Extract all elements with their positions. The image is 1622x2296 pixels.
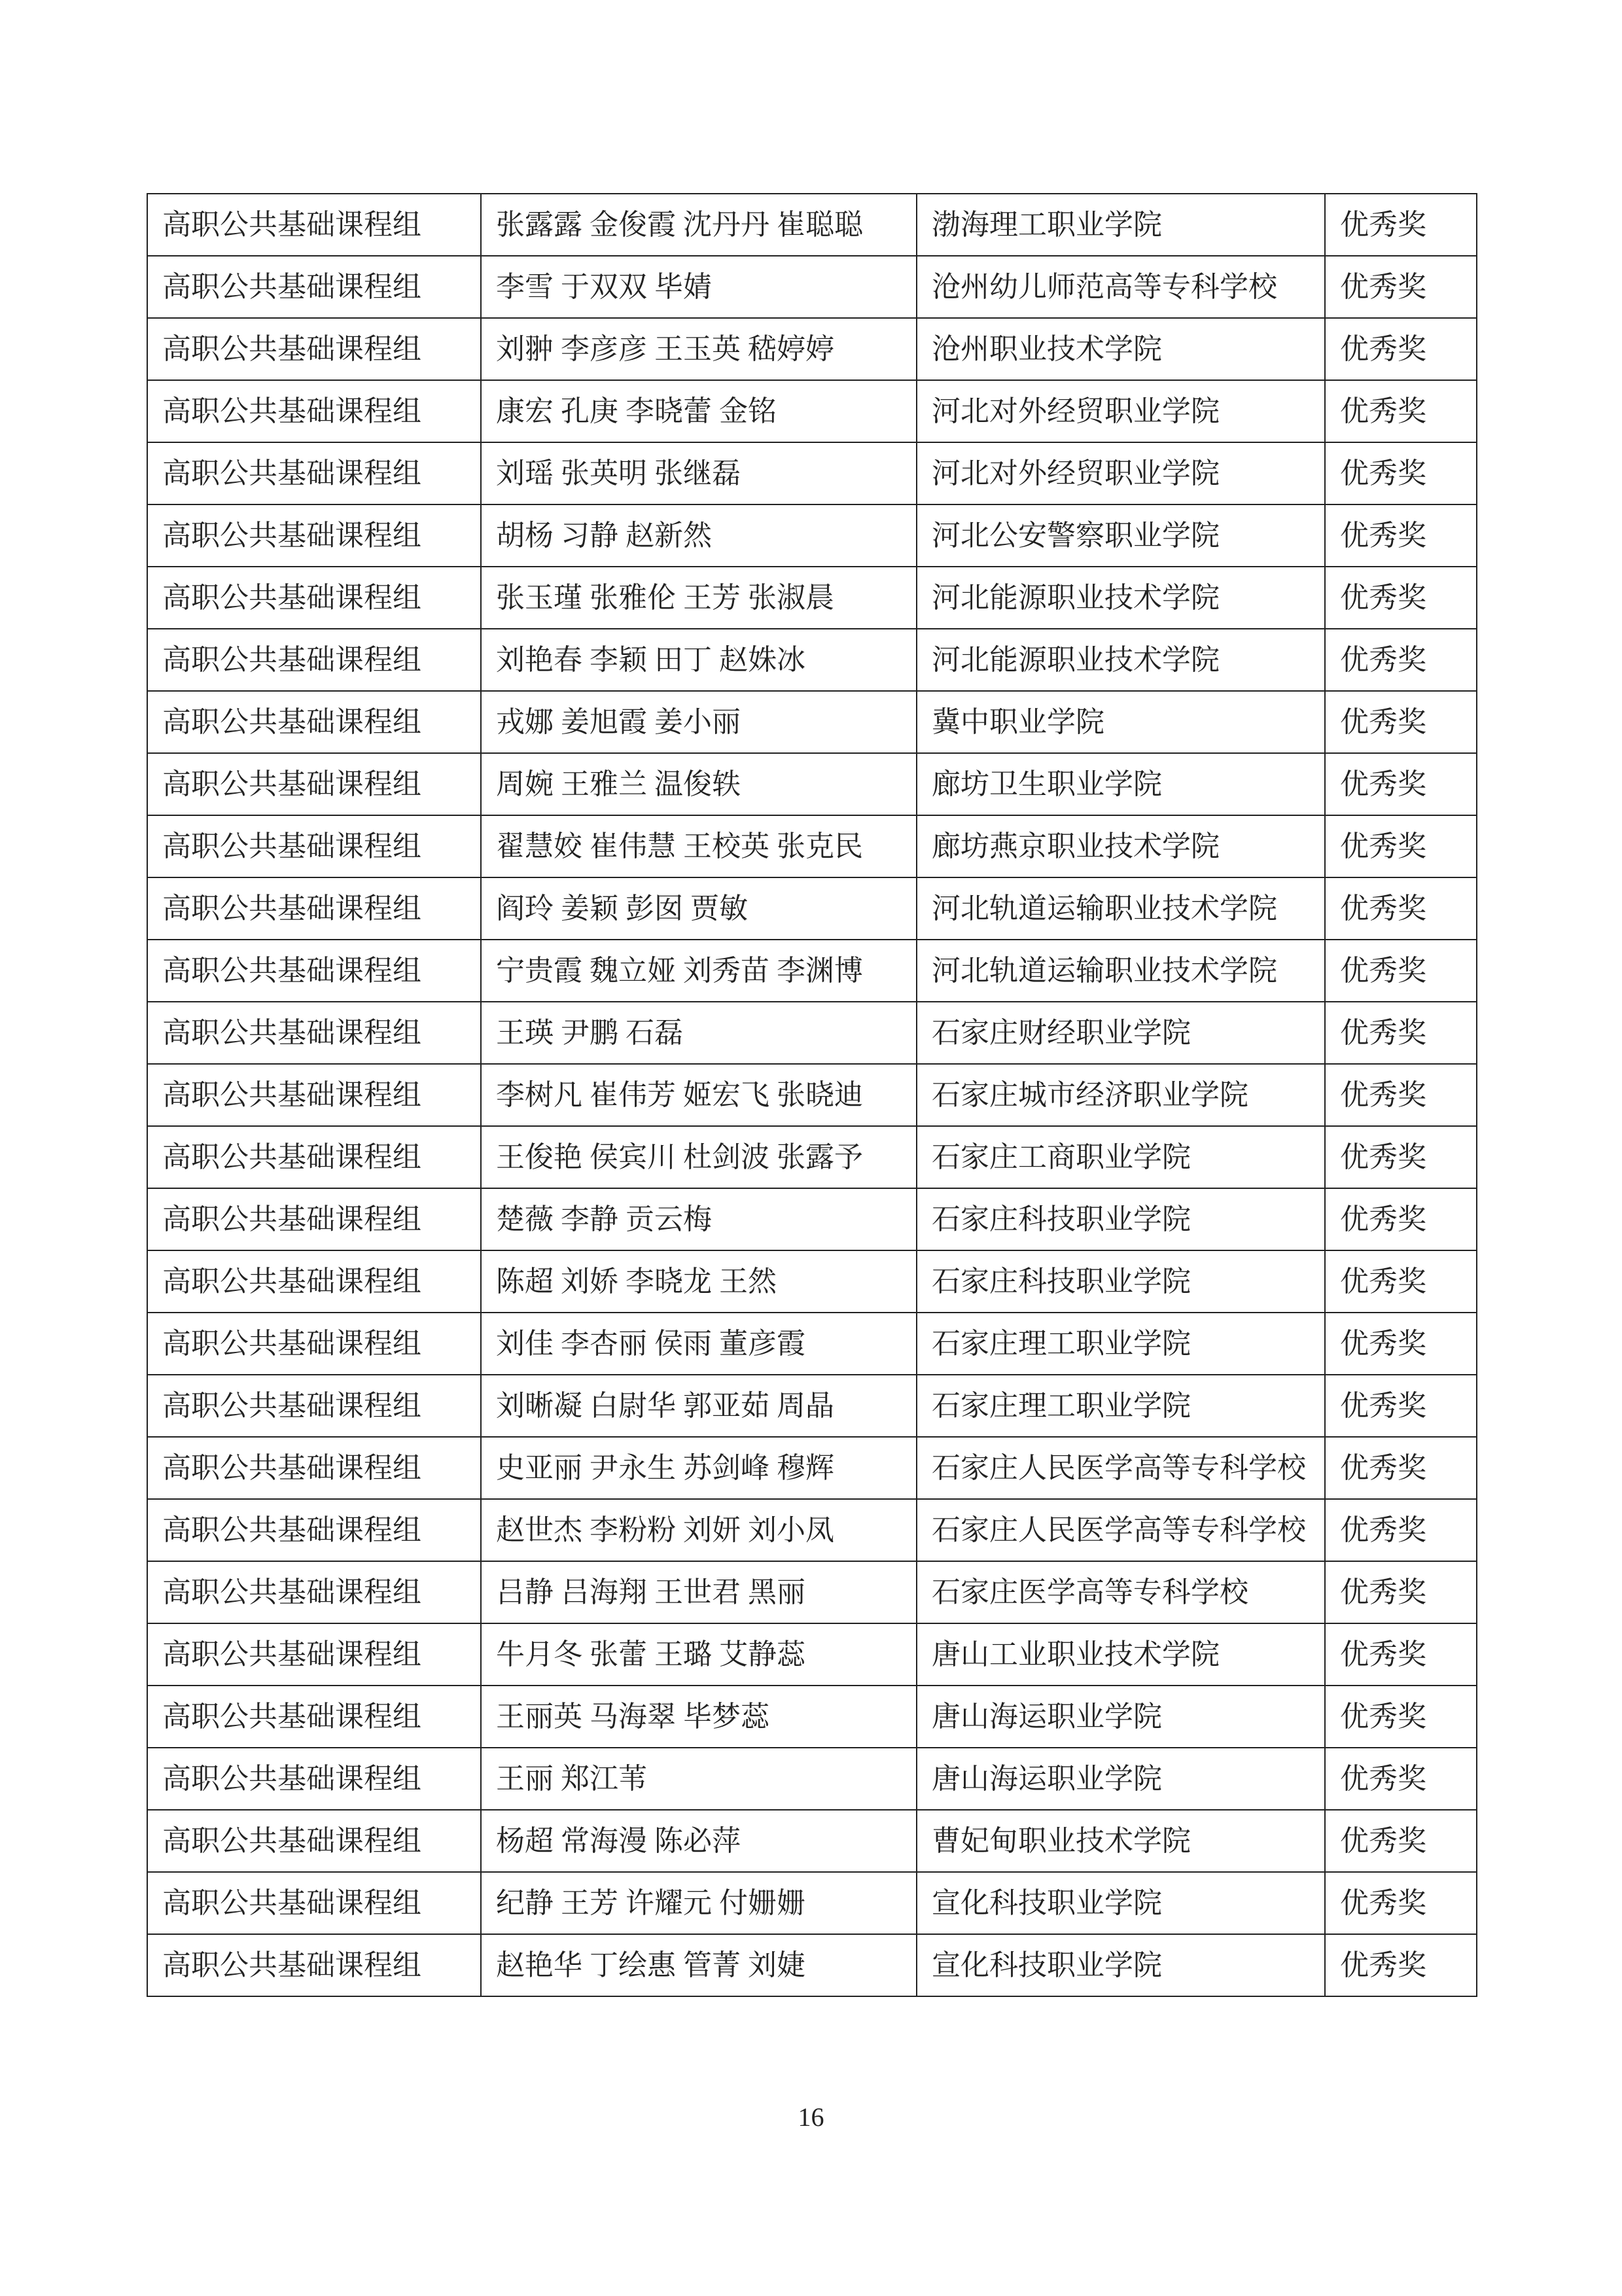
group-cell: 高职公共基础课程组 — [147, 1188, 481, 1250]
award-cell: 优秀奖 — [1325, 877, 1477, 940]
award-cell: 优秀奖 — [1325, 815, 1477, 877]
members-cell: 康宏 孔庚 李晓蕾 金铭 — [481, 380, 917, 442]
school-cell: 石家庄财经职业学院 — [917, 1002, 1325, 1064]
award-cell: 优秀奖 — [1325, 1623, 1477, 1686]
group-cell: 高职公共基础课程组 — [147, 877, 481, 940]
table-row — [147, 567, 1477, 629]
school-cell: 河北对外经贸职业学院 — [917, 380, 1325, 442]
table-row — [147, 318, 1477, 380]
school-cell: 石家庄人民医学高等专科学校 — [917, 1437, 1325, 1499]
members-cell: 周婉 王雅兰 温俊轶 — [481, 753, 917, 815]
members-cell: 张玉瑾 张雅伦 王芳 张淑晨 — [481, 567, 917, 629]
group-cell: 高职公共基础课程组 — [147, 1623, 481, 1686]
school-cell: 唐山海运职业学院 — [917, 1748, 1325, 1810]
school-cell: 石家庄城市经济职业学院 — [917, 1064, 1325, 1126]
school-cell: 河北轨道运输职业技术学院 — [917, 940, 1325, 1002]
school-cell: 石家庄理工职业学院 — [917, 1313, 1325, 1375]
table-row — [147, 1686, 1477, 1748]
table-row — [147, 1934, 1477, 1996]
group-cell: 高职公共基础课程组 — [147, 1437, 481, 1499]
school-cell: 石家庄理工职业学院 — [917, 1375, 1325, 1437]
award-cell: 优秀奖 — [1325, 1064, 1477, 1126]
group-cell: 高职公共基础课程组 — [147, 1810, 481, 1872]
school-cell: 廊坊卫生职业学院 — [917, 753, 1325, 815]
table-row — [147, 1064, 1477, 1126]
group-cell: 高职公共基础课程组 — [147, 1002, 481, 1064]
award-cell: 优秀奖 — [1325, 442, 1477, 504]
award-cell: 优秀奖 — [1325, 753, 1477, 815]
group-cell: 高职公共基础课程组 — [147, 567, 481, 629]
award-cell: 优秀奖 — [1325, 380, 1477, 442]
group-cell: 高职公共基础课程组 — [147, 256, 481, 318]
members-cell: 李雪 于双双 毕婧 — [481, 256, 917, 318]
table-row — [147, 691, 1477, 753]
award-cell: 优秀奖 — [1325, 1748, 1477, 1810]
award-cell: 优秀奖 — [1325, 1126, 1477, 1188]
school-cell: 渤海理工职业学院 — [917, 194, 1325, 256]
school-cell: 唐山海运职业学院 — [917, 1686, 1325, 1748]
table-row — [147, 1748, 1477, 1810]
table-row — [147, 1437, 1477, 1499]
award-cell: 优秀奖 — [1325, 691, 1477, 753]
members-cell: 胡杨 习静 赵新然 — [481, 504, 917, 567]
award-cell: 优秀奖 — [1325, 940, 1477, 1002]
award-cell: 优秀奖 — [1325, 1313, 1477, 1375]
group-cell: 高职公共基础课程组 — [147, 753, 481, 815]
group-cell: 高职公共基础课程组 — [147, 815, 481, 877]
members-cell: 阎玲 姜颖 彭囡 贾敏 — [481, 877, 917, 940]
table-row — [147, 753, 1477, 815]
award-cell: 优秀奖 — [1325, 1437, 1477, 1499]
members-cell: 纪静 王芳 许耀元 付姗姗 — [481, 1872, 917, 1934]
group-cell: 高职公共基础课程组 — [147, 504, 481, 567]
award-cell: 优秀奖 — [1325, 1872, 1477, 1934]
table-row — [147, 1188, 1477, 1250]
page-number: 16 — [798, 2102, 824, 2132]
school-cell: 河北轨道运输职业技术学院 — [917, 877, 1325, 940]
members-cell: 王丽英 马海翠 毕梦蕊 — [481, 1686, 917, 1748]
table-row — [147, 1623, 1477, 1686]
award-cell: 优秀奖 — [1325, 1250, 1477, 1313]
table-row — [147, 194, 1477, 256]
members-cell: 王丽 郑江苇 — [481, 1748, 917, 1810]
table-row — [147, 815, 1477, 877]
award-cell: 优秀奖 — [1325, 1002, 1477, 1064]
table-row — [147, 1002, 1477, 1064]
table-row — [147, 380, 1477, 442]
group-cell: 高职公共基础课程组 — [147, 380, 481, 442]
table-row — [147, 1250, 1477, 1313]
school-cell: 宣化科技职业学院 — [917, 1934, 1325, 1996]
award-cell: 优秀奖 — [1325, 567, 1477, 629]
members-cell: 李树凡 崔伟芳 姬宏飞 张晓迪 — [481, 1064, 917, 1126]
school-cell: 石家庄科技职业学院 — [917, 1188, 1325, 1250]
award-cell: 优秀奖 — [1325, 1686, 1477, 1748]
group-cell: 高职公共基础课程组 — [147, 940, 481, 1002]
school-cell: 沧州职业技术学院 — [917, 318, 1325, 380]
school-cell: 石家庄人民医学高等专科学校 — [917, 1499, 1325, 1561]
award-cell: 优秀奖 — [1325, 504, 1477, 567]
group-cell: 高职公共基础课程组 — [147, 442, 481, 504]
school-cell: 宣化科技职业学院 — [917, 1872, 1325, 1934]
school-cell: 河北公安警察职业学院 — [917, 504, 1325, 567]
award-cell: 优秀奖 — [1325, 629, 1477, 691]
school-cell: 冀中职业学院 — [917, 691, 1325, 753]
members-cell: 张露露 金俊霞 沈丹丹 崔聪聪 — [481, 194, 917, 256]
group-cell: 高职公共基础课程组 — [147, 691, 481, 753]
members-cell: 吕静 吕海翔 王世君 黑丽 — [481, 1561, 917, 1623]
table-row — [147, 504, 1477, 567]
school-cell: 河北能源职业技术学院 — [917, 567, 1325, 629]
group-cell: 高职公共基础课程组 — [147, 1748, 481, 1810]
school-cell: 石家庄科技职业学院 — [917, 1250, 1325, 1313]
award-cell: 优秀奖 — [1325, 194, 1477, 256]
members-cell: 宁贵霞 魏立娅 刘秀苗 李渊博 — [481, 940, 917, 1002]
members-cell: 刘艳春 李颖 田丁 赵姝冰 — [481, 629, 917, 691]
members-cell: 王瑛 尹鹏 石磊 — [481, 1002, 917, 1064]
members-cell: 牛月冬 张蕾 王璐 艾静蕊 — [481, 1623, 917, 1686]
award-table — [147, 193, 1477, 1997]
table-row — [147, 1872, 1477, 1934]
members-cell: 戎娜 姜旭霞 姜小丽 — [481, 691, 917, 753]
table-row — [147, 629, 1477, 691]
members-cell: 翟慧姣 崔伟慧 王校英 张克民 — [481, 815, 917, 877]
award-cell: 优秀奖 — [1325, 1934, 1477, 1996]
members-cell: 赵世杰 李粉粉 刘妍 刘小凤 — [481, 1499, 917, 1561]
members-cell: 楚薇 李静 贡云梅 — [481, 1188, 917, 1250]
table-row — [147, 877, 1477, 940]
group-cell: 高职公共基础课程组 — [147, 1872, 481, 1934]
table-row — [147, 256, 1477, 318]
members-cell: 王俊艳 侯宾川 杜剑波 张露予 — [481, 1126, 917, 1188]
group-cell: 高职公共基础课程组 — [147, 1064, 481, 1126]
table-row — [147, 1126, 1477, 1188]
table-row — [147, 442, 1477, 504]
group-cell: 高职公共基础课程组 — [147, 1686, 481, 1748]
school-cell: 廊坊燕京职业技术学院 — [917, 815, 1325, 877]
group-cell: 高职公共基础课程组 — [147, 1499, 481, 1561]
members-cell: 刘佳 李杏丽 侯雨 董彦霞 — [481, 1313, 917, 1375]
table-row — [147, 1499, 1477, 1561]
group-cell: 高职公共基础课程组 — [147, 194, 481, 256]
award-cell: 优秀奖 — [1325, 256, 1477, 318]
award-cell: 优秀奖 — [1325, 1499, 1477, 1561]
award-table-body — [147, 194, 1477, 1996]
members-cell: 史亚丽 尹永生 苏剑峰 穆辉 — [481, 1437, 917, 1499]
group-cell: 高职公共基础课程组 — [147, 1126, 481, 1188]
table-row — [147, 1313, 1477, 1375]
school-cell: 石家庄医学高等专科学校 — [917, 1561, 1325, 1623]
award-cell: 优秀奖 — [1325, 1375, 1477, 1437]
group-cell: 高职公共基础课程组 — [147, 629, 481, 691]
members-cell: 杨超 常海漫 陈必萍 — [481, 1810, 917, 1872]
group-cell: 高职公共基础课程组 — [147, 1561, 481, 1623]
group-cell: 高职公共基础课程组 — [147, 1375, 481, 1437]
table-row — [147, 1375, 1477, 1437]
school-cell: 石家庄工商职业学院 — [917, 1126, 1325, 1188]
table-row — [147, 940, 1477, 1002]
school-cell: 河北能源职业技术学院 — [917, 629, 1325, 691]
group-cell: 高职公共基础课程组 — [147, 1250, 481, 1313]
award-cell: 优秀奖 — [1325, 1188, 1477, 1250]
award-cell: 优秀奖 — [1325, 1561, 1477, 1623]
members-cell: 刘瑶 张英明 张继磊 — [481, 442, 917, 504]
group-cell: 高职公共基础课程组 — [147, 318, 481, 380]
members-cell: 刘晰凝 白尉华 郭亚茹 周晶 — [481, 1375, 917, 1437]
school-cell: 沧州幼儿师范高等专科学校 — [917, 256, 1325, 318]
members-cell: 刘翀 李彦彦 王玉英 嵇婷婷 — [481, 318, 917, 380]
members-cell: 陈超 刘娇 李晓龙 王然 — [481, 1250, 917, 1313]
table-row — [147, 1561, 1477, 1623]
award-cell: 优秀奖 — [1325, 318, 1477, 380]
group-cell: 高职公共基础课程组 — [147, 1934, 481, 1996]
members-cell: 赵艳华 丁绘惠 管菁 刘婕 — [481, 1934, 917, 1996]
school-cell: 唐山工业职业技术学院 — [917, 1623, 1325, 1686]
school-cell: 曹妃甸职业技术学院 — [917, 1810, 1325, 1872]
school-cell: 河北对外经贸职业学院 — [917, 442, 1325, 504]
award-cell: 优秀奖 — [1325, 1810, 1477, 1872]
table-row — [147, 1810, 1477, 1872]
group-cell: 高职公共基础课程组 — [147, 1313, 481, 1375]
